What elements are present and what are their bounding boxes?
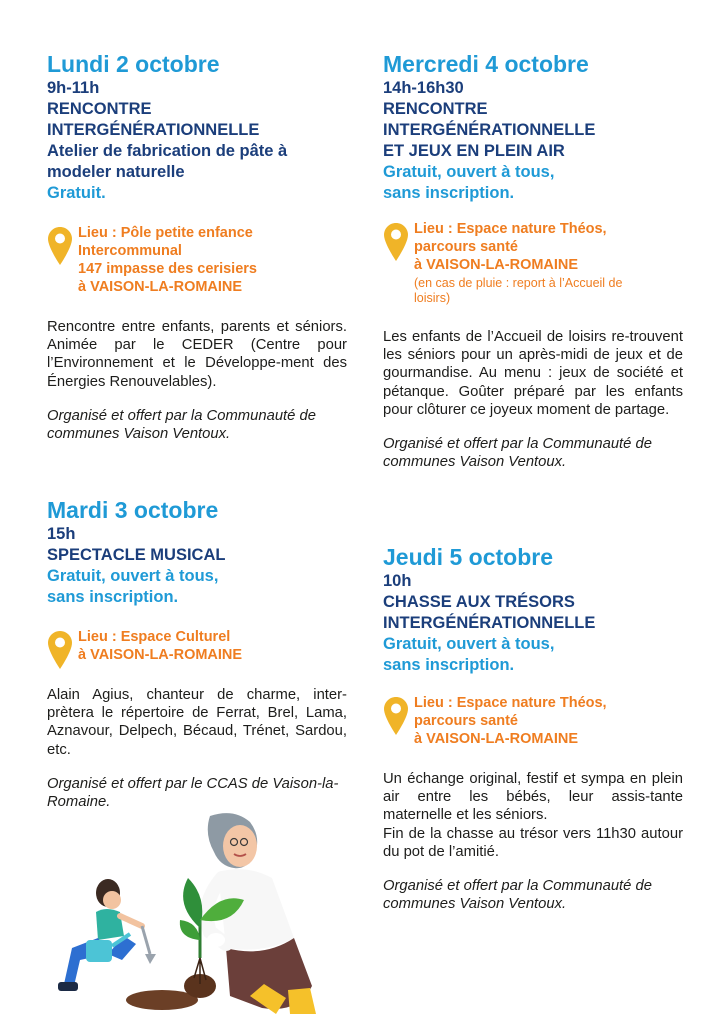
event-title-line: modeler naturelle: [47, 163, 185, 181]
event-day: Lundi 2 octobre: [47, 51, 220, 77]
event-title: [383, 592, 683, 634]
description-paragraph: Un échange original, festif et sympa en plein air entre les bébés, leur assis-tante maternelle et les séniors.: [383, 771, 683, 824]
event-price-line: sans inscription.: [47, 588, 179, 606]
event-price-line: Gratuit, ouvert à tous,: [383, 635, 555, 653]
event-day: Mardi 3 octobre: [47, 497, 219, 523]
event-title-line: RENCONTRE: [383, 100, 488, 118]
location-note: (en cas de pluie : report à l’Accueil de loisirs): [414, 276, 623, 305]
event-description: [47, 686, 347, 759]
location-line: à VAISON-LA-ROMAINE: [414, 257, 579, 273]
event-organizer: Organisé et offert par la Communauté de communes Vaison Ventoux.: [47, 407, 316, 443]
location-line: à VAISON-LA-ROMAINE: [414, 731, 579, 747]
event-price: [383, 634, 683, 676]
event-hour: 14h-16h30: [383, 79, 464, 97]
event-price: [383, 162, 683, 204]
event-title-line: INTERGÉNÉRATIONNELLE: [383, 121, 596, 139]
location-line: à VAISON-LA-ROMAINE: [78, 647, 243, 663]
event-hour: 15h: [47, 525, 76, 543]
location-line: Intercommunal: [78, 243, 182, 259]
event-jeudi: [383, 543, 683, 913]
description-paragraph: Alain Agius, chanteur de charme, inter-prètera le répertoire de Ferrat, Brel, Lama, Aznavour, Delpech, Bécaud, Trénet, Sardou, etc.: [47, 687, 347, 758]
description-paragraph: Fin de la chasse au trésor vers 11h30 autour du pot de l’amitié.: [383, 825, 683, 860]
event-title-line: CHASSE AUX TRÉSORS: [383, 593, 575, 611]
event-mercredi: [383, 50, 683, 471]
event-title-line: RENCONTRE: [47, 100, 152, 118]
event-hour: 10h: [383, 572, 412, 590]
event-price: [47, 183, 347, 204]
location-line: 147 impasse des cerisiers: [78, 261, 257, 277]
event-title-line: ET JEUX EN PLEIN AIR: [383, 142, 565, 160]
location-pin-icon: [383, 696, 409, 736]
event-organizer: Organisé et offert par le CCAS de Vaison-la-Romaine.: [47, 775, 339, 811]
event-title-line: Atelier de fabrication de pâte à: [47, 142, 288, 160]
event-price-line: Gratuit.: [47, 184, 106, 202]
location-pin-icon: [47, 630, 73, 670]
location-line: Lieu : Espace Culturel: [78, 629, 231, 645]
event-mardi: [47, 496, 347, 811]
child-figure: [58, 879, 156, 991]
planting-senior-child-illustration: [50, 808, 320, 1018]
location-line: Lieu : Espace nature Théos,: [414, 695, 607, 711]
location-line: Lieu : Espace nature Théos,: [414, 221, 607, 237]
event-location: [47, 224, 347, 296]
location-pin-icon: [47, 226, 73, 266]
event-title: [383, 99, 683, 162]
event-location: [383, 220, 683, 306]
location-line: parcours santé: [414, 239, 518, 255]
event-day: Mercredi 4 octobre: [383, 51, 589, 77]
location-line: parcours santé: [414, 713, 518, 729]
event-title-line: INTERGÉNÉRATIONNELLE: [47, 121, 260, 139]
event-title: [47, 99, 347, 183]
event-location: [47, 628, 347, 664]
event-title-line: INTERGÉNÉRATIONNELLE: [383, 614, 596, 632]
description-paragraph: Rencontre entre enfants, parents et séniors. Animée par le CEDER (Centre pour l’Environnement et le Développe-ment des Énergies Renouvelables).: [47, 319, 347, 390]
event-price: [47, 566, 347, 608]
event-title-line: SPECTACLE MUSICAL: [47, 546, 226, 564]
description-paragraph: Les enfants de l’Accueil de loisirs re-trouvent les séniors pour un après-midi de jeux et de gourmandise. Au menu : jeux de société et pétanque. Goûter préparé par les enfants pour clôturer ce joyeux moment de partage.: [383, 329, 683, 418]
event-description: [383, 770, 683, 861]
location-pin-icon: [383, 222, 409, 262]
event-lundi: [47, 50, 347, 443]
event-price-line: Gratuit, ouvert à tous,: [383, 163, 555, 181]
event-price-line: sans inscription.: [383, 656, 515, 674]
event-price-line: sans inscription.: [383, 184, 515, 202]
location-line: Lieu : Pôle petite enfance: [78, 225, 253, 241]
event-price-line: Gratuit, ouvert à tous,: [47, 567, 219, 585]
event-title: [47, 545, 347, 566]
event-organizer: Organisé et offert par la Communauté de communes Vaison Ventoux.: [383, 436, 652, 471]
event-day: Jeudi 5 octobre: [383, 544, 553, 570]
location-line: à VAISON-LA-ROMAINE: [78, 279, 243, 295]
event-description: [383, 328, 683, 419]
event-location: [383, 694, 683, 748]
event-hour: 9h-11h: [47, 79, 100, 97]
event-description: [47, 318, 347, 391]
event-organizer: Organisé et offert par la Communauté de communes Vaison Ventoux.: [383, 878, 652, 913]
